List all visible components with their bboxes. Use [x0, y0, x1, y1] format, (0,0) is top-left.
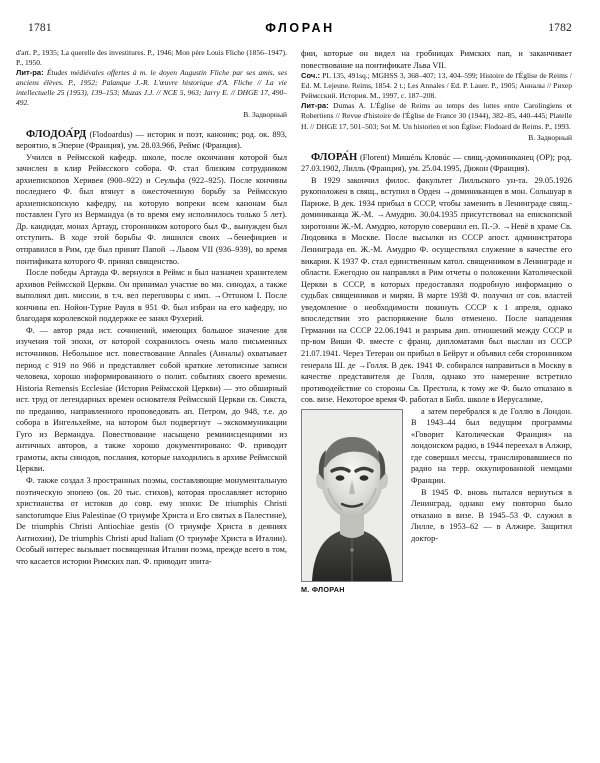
literature-label: Лит-ра: [301, 101, 329, 111]
entry-lead-paragraph [16, 129, 287, 152]
works-label: Соч.: [301, 71, 320, 81]
entry-lead-paragraph [301, 152, 572, 175]
portrait-figure [301, 409, 403, 594]
literature-text: Études médiévales offertes à m. le doyen Augustin Fliche par ses amis, ses anciens élèves. P., 1952; Palanque J.-R. L'œuvre historique d'A. Fliche // La vie intellectuelle 25 (1953), 139–153; Muzas J.J. // NCE 5, 963; Jarry E. // DHGE 17, 490–492. [16, 68, 288, 108]
entry-lead-text: — историк и поэт, каноник; род. ок. 893, вероятно, в Эперне (Франция), ум. 28.03.966, Реймс (Франция). [16, 129, 287, 151]
literature-label: Лит-ра: [16, 68, 44, 78]
two-column-layout [16, 48, 584, 596]
entry-paragraph: Учился в Реймсской кафедр. школе, после окончания которой был зачислен в клир Реймсского собора. Ф. стал близким сотрудником архиепископов Херивея (900–922) и Сеульфа (922–925). После кончины последнего Ф. был втянут в ожесточенную борьбу за Реймсскую архиепископскую кафедру, на которую вопреки всем канонам был поставлен Гуго из Вермандуа (в то время ему исполнилось только 5 лет). Др. кандидат, монах Артауд, сторонником которого был Ф., вынужден был отступить. В ходе этой борьбы Ф. лишился своих →бенефициев и отправился в Рим, где был принят Папой →Львом VII (936–939), во время понтификата которого Ф. принял священство. [16, 152, 287, 266]
left-column [16, 48, 287, 596]
literature-text: Dumas A. L'Église de Reims au temps des luttes entre Carolingiens et Robertiens // Revue d'histoire de l'Église de France 30 (1944), 382–85, 440–445; Platelle H. // DHGE 17, 501–503; Sot M. Un historien et son Église: Flodoard de Reims. P., 1993. [301, 101, 572, 131]
page-title: ФЛОРАН [265, 21, 335, 35]
entry-paragraph: а затем перебрался к де Голлю в Лондон. В 1943–44 был ведущим программы «Говорит Католическая Франция» на лондонском радио, в 1944 переехал в Алжир, где совершал мессы, транслировавшиеся по радио на терр. оккупированной немцами Франции. [411, 406, 572, 485]
portrait-and-text [301, 406, 572, 596]
works-block [301, 71, 572, 101]
entry-latin-form: (Florent) [359, 152, 390, 162]
author-signature: В. Задворный [528, 132, 572, 142]
entry-lead-text: Мишéль Кловúс — свящ.-доминиканец (OP); род. 27.03.1902, Лилль (Франция), ум. 25.04.1995, Дижон (Франция). [301, 152, 572, 174]
entry-headword: ФЛОДОА́РД [26, 128, 87, 140]
entry-tail-paragraph: фии, которые он видел на гробницах Римских пап, и заканчивает повествование на понтификате Льва VII. [301, 49, 572, 70]
entry-flodoard [16, 129, 287, 152]
entry-paragraph: В 1929 закончил филос. факультет Лилльского ун-та. 29.05.1926 рукоположен в свящ., вступил в Орден →доминиканцев в мон. Сольшуар в Париже. В дек. 1934 прибыл в СССР, чтобы заменить в Ленинграде свящ.-доминиканца Ж.-М. →Амудрю. 30.04.1935 присутствовал на епископской хиротонии Ж.-М. Амудрю, которую совершил еп. П.-Э. →Невё в храме Св. Людовика в Москве. После высылки из СССР апост. администратора Ленинграда еп. Ж.-М. Амудрю Ф. осуществлял служение в качестве его викария. К 1937 Ф. стал единственным катол. священником в Ленинграде и области. Ежегодно он направлял в Рим отчеты о положении Католической Церкви в СССР, в которых предоставлял подробную информацию о судьбах священников и мирян. В марте 1938 Ф. получил от сов. властей уведомление о необходимости покинуть СССР к 1 апреля, однако впоследствии это распоряжение было отменено. После нападения Германии на СССР 22.06.1941 и разрыва дип. отношений между СССР и пр-вом Виши Ф. вместе с франц. дипломатами был выслан из СССР 21.07.1941. Через Тетеран он прибыл в Бейрут и объявил себя сторонником генерала Ш. де →Голля. В дек. 1941 Ф. собирался направиться в Москву в качестве представителя де Голля, однако это намерение встретило противодействие со стороны Св. Престола, к тому же Ф. было отказано в сов. визе. Некоторое время Ф. работал в Библ. школе в Иерусалиме, [301, 175, 572, 405]
folio-left: 1781 [28, 22, 52, 34]
right-column [301, 48, 572, 596]
entry-latin-form: (Flodoardus) [89, 129, 133, 139]
works-tail-line: d'art. P., 1935; La querelle des investitures. P., 1946; Mon père Louis Fliche (1856–1947). P., 1950. [16, 48, 287, 68]
entry-paragraph: После победы Артауда Ф. вернулся в Реймс и был назначен хранителем архивов Реймсской Церкви. Он принимал участие во мн. синодах, а также выполнял дип. миссии, в т.ч. вел переговоры с имп. →Оттоном I. После кончины еп. Нойон-Турне Рауля в 951 Ф. был избран на его кафедру, но благодаря королевской поддержке ее занял Фухерий. [16, 268, 287, 324]
entry-headword: ФЛОРА́Н [311, 151, 358, 163]
entry-paragraph: Ф. — автор ряда ист. сочинений, имеющих большое значение для изучения той эпохи, от которой сохранилось очень мало письменных источников. Небольшое ист. повествование Annales (Анналы) охватывает период с 919 по 966 и представляет собой краткие летописные записи человека, хорошо информированного о полит. событиях своего времени. Historia Remensis Ecclesiae (История Реймсской Церкви) — это обширный ист. труд от легендарных времен основателя Реймсской Церкви св. Сикста, по преданию, направленного проповедовать ап. Петром, до 948, т.е. до собора в Ингельхейме, на котором был подвергнут →экскоммуникации Гуго из Вермандуа. Повествование насыщено реминисценциями из античных авторов, а также хорошо документировано: Ф. приводит грамоты, акты синодов, послания, которые находились в архиве Реймсской Церкви. [16, 325, 287, 474]
literature-block [301, 101, 572, 131]
running-head [28, 22, 572, 44]
works-text: PL 135, 491sq.; MGHSS 3, 368–407; 13, 404–599; Histoire de l'Église de Reims / Ed. M. Lejeune. Reims, 1854. 2 t.; Les Annales / Ed. P. Lauer. P., 1905; Анналы // Рихер Реймсский. История. М., 1997, с. 187–208. [301, 71, 572, 101]
entry-paragraph: Ф. также создал 3 пространных поэмы, составляющие монументальную поэтическую эпопею (ок. 20 тыс. стихов), которая прославляет историю христианства от истоков до совр. ему эпохи: De triumphis Christi sanctorumque Eius Palestinae (О триумфе Христа и Его святых в Палестине), De triumphis Christi Antiochiae gestis (О триумфе Христа в деяниях Антиохии), De triumphis Christi apud Italiam (О триумфе Христа в Италии). Особый интерес вызывает посвященная Италии поэма, прежде всего в том, что касается истории Римских пап. Ф. приводит эпита- [16, 475, 287, 566]
portrait-illustration [302, 410, 402, 581]
entry-floran [301, 152, 572, 175]
author-signature: В. Задворный [243, 109, 287, 119]
folio-right: 1782 [548, 22, 572, 34]
literature-block [16, 68, 287, 108]
entry-paragraph: В 1945 Ф. вновь пытался вернуться в Ленинград, однако ему повторно было отказано в визе. В 1945–53 Ф. служил в Лилле, в 1953–62 — в Алжире. Защитил доктор- [411, 487, 572, 543]
portrait-photo [301, 409, 403, 582]
portrait-caption: М. ФЛОРАН [301, 584, 345, 594]
